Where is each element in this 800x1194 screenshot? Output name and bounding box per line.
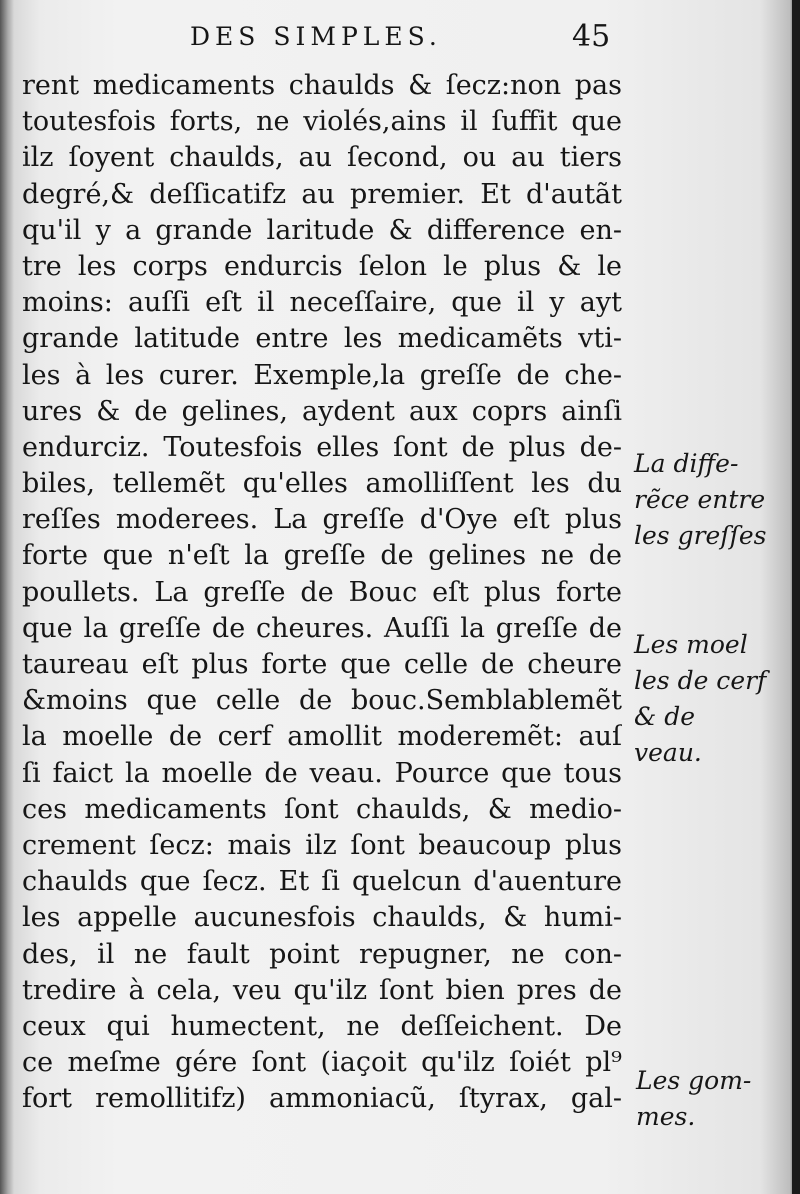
text-line: ſi faict la moelle de veau. Pource que tous [22, 757, 622, 789]
margin-note-line: les de cerf [634, 666, 767, 695]
margin-note-line: mes. [636, 1102, 696, 1131]
text-line: &moins que celle de bouc.Semblablemẽt [22, 685, 622, 717]
text-line: des, il ne fault point repugner, ne con- [22, 938, 622, 970]
text-line: ilz ſoyent chaulds, au ſecond, ou au tiers [22, 142, 622, 174]
text-line: endurciz. Toutesfois elles ſont de plus de- [22, 431, 622, 463]
margin-note-line: Les gom- [636, 1066, 752, 1095]
text-line: moins: auſſi eſt il neceſſaire, que il y ayt [22, 287, 622, 319]
margin-note-greffes [634, 446, 766, 554]
text-line: les à les curer. Exemple,la greſſe de che- [22, 359, 622, 391]
text-line: degré,& deſſicatifz au premier. Et d'autãt [22, 178, 622, 210]
text-line: tredire à cela, veu qu'ilz ſont bien pres de [22, 974, 622, 1006]
text-line: chaulds que ſecz. Et ſi quelcun d'auenture [22, 866, 622, 898]
text-line: ceux qui humectent, ne deſſeichent. De [22, 1010, 622, 1042]
text-line: crement ſecz: mais ilz ſont beaucoup plus [22, 829, 622, 861]
margin-note-line: & de [634, 702, 695, 731]
page-number: 45 [572, 19, 611, 54]
margin-note-moelles [634, 627, 766, 771]
page-edge [792, 0, 800, 1194]
text-line: ures & de gelines, aydent aux coprs ainſi [22, 395, 622, 427]
margin-note-line: Les moel [634, 630, 748, 659]
text-line: que la greſſe de cheures. Auſſi la greſſe de [22, 612, 622, 644]
text-line: qu'il y a grande laritude & difference en- [22, 214, 622, 246]
margin-note-line: les greſſes [634, 521, 767, 550]
text-line: fort remollitifz) ammoniacũ, ſtyrax, gal- [22, 1083, 622, 1115]
text-line: toutesfois forts, ne violés,ains il ſuffit que [22, 106, 622, 138]
text-line: poullets. La greſſe de Bouc eſt plus forte [22, 576, 622, 608]
text-line: ce meſme gére ſont (iaçoit qu'ilz ſoiét pl⁹ [22, 1047, 622, 1079]
text-line: la moelle de cerf amollit moderemẽt: auſ [22, 721, 622, 753]
text-line: rent medicaments chaulds & ſecz:non pas [22, 70, 622, 101]
text-line: tre les corps endurcis ſelon le plus & le [22, 250, 622, 282]
margin-note-line: veau. [634, 738, 702, 767]
text-line: les appelle aucunesfois chaulds, & humi- [22, 902, 622, 934]
main-text-block [22, 68, 622, 1117]
text-line: ces medicaments ſont chaulds, & medio- [22, 793, 622, 825]
margin-note-gommes [636, 1063, 751, 1135]
text-line: biles, tellemẽt qu'elles amolliſſent les du [22, 468, 622, 500]
page-gutter-shadow [0, 0, 14, 1194]
text-line: forte que n'eſt la greſſe de gelines ne de [22, 540, 622, 572]
text-line: reſſes moderees. La greſſe d'Oye eſt plus [22, 504, 622, 536]
margin-note-line: La diffe- [634, 449, 739, 478]
running-title: DES SIMPLES. [190, 22, 442, 51]
text-line: grande latitude entre les medicamẽts vti- [22, 323, 622, 355]
margin-note-line: rẽce entre [634, 485, 766, 514]
text-line: taureau eſt plus forte que celle de cheure [22, 649, 622, 680]
